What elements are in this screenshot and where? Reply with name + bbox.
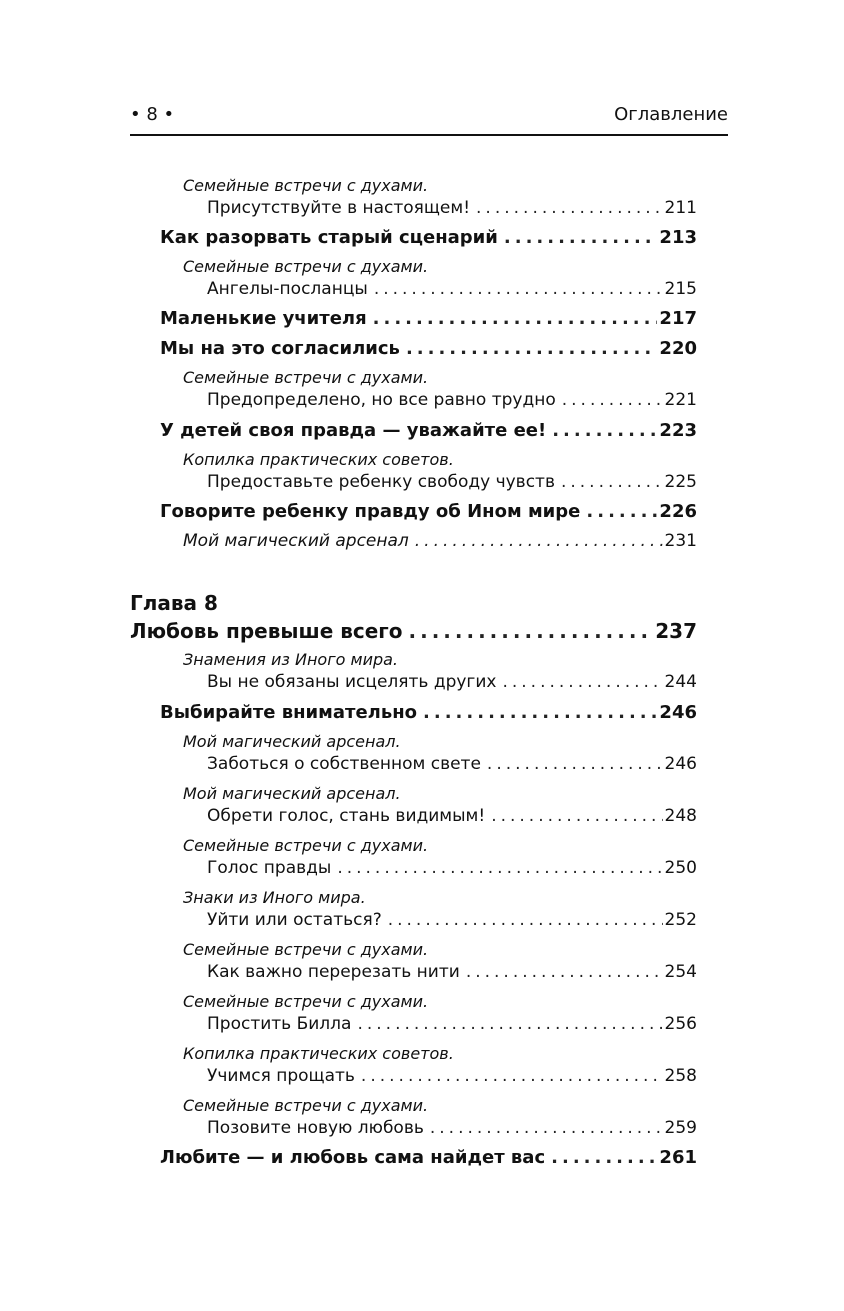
header-rule (130, 134, 728, 136)
toc-entry-title: У детей своя правда — уважайте ее! (160, 420, 547, 441)
dot-leader (552, 420, 657, 441)
toc-entry-title: Как важно перерезать нити (207, 962, 460, 982)
toc-entry[interactable] (207, 754, 697, 774)
toc-entry[interactable] (207, 858, 697, 878)
toc-category-label: Копилка практических советов. (183, 1044, 454, 1063)
toc-entry[interactable] (207, 198, 697, 218)
dot-leader (502, 672, 662, 692)
dot-leader (551, 1147, 657, 1168)
toc-category-label: Копилка практических советов. (183, 450, 454, 469)
toc-category-label: Знамения из Иного мира. (183, 650, 399, 669)
toc-entry[interactable] (207, 962, 697, 982)
toc-page-number: 226 (659, 501, 697, 522)
toc-entry[interactable] (183, 531, 697, 551)
toc-entry-title: Присутствуйте в настоящем! (207, 198, 471, 218)
toc-entry-title: Уйти или остаться? (207, 910, 382, 930)
toc-entry-title: Учимся прощать (207, 1066, 355, 1086)
dot-leader (504, 227, 658, 248)
toc-entry-title: Позовите новую любовь (207, 1118, 424, 1138)
toc-page-number: 259 (664, 1118, 697, 1138)
dot-leader (491, 806, 662, 826)
toc-page-number: 244 (664, 672, 697, 692)
toc-entry[interactable] (207, 1118, 697, 1138)
toc-category-label: Семейные встречи с духами. (183, 368, 429, 387)
toc-category-label: Знаки из Иного мира. (183, 888, 366, 907)
dot-leader (374, 279, 663, 299)
toc-entry-title: Любите — и любовь сама найдет вас (160, 1147, 546, 1168)
toc-entry-title: Выбирайте внимательно (160, 702, 418, 723)
toc-section-entry[interactable] (160, 702, 697, 723)
toc-page-number: 252 (664, 910, 697, 930)
dot-leader (423, 702, 657, 723)
toc-entry-title: Говорите ребенку правду об Ином мире (160, 501, 581, 522)
toc-category-label: Мой магический арсенал. (183, 784, 401, 803)
toc-entry[interactable] (207, 806, 697, 826)
toc-page-number: 237 (655, 619, 697, 643)
dot-leader (361, 1066, 663, 1086)
toc-page-number: 248 (664, 806, 697, 826)
toc-entry-title: Простить Билла (207, 1014, 352, 1034)
toc-entry[interactable] (207, 1014, 697, 1034)
toc-page-number: 256 (664, 1014, 697, 1034)
toc-page-number: 231 (664, 531, 697, 551)
dot-leader (409, 619, 654, 643)
toc-page-number: 246 (659, 702, 697, 723)
toc-entry[interactable] (207, 472, 697, 492)
toc-page-number: 213 (659, 227, 697, 248)
toc-category-label: Семейные встречи с духами. (183, 940, 429, 959)
toc-entry-title: Предопределено, но все равно трудно (207, 390, 556, 410)
toc-entry-title: Голос правды (207, 858, 332, 878)
running-header (130, 104, 728, 130)
dot-leader (337, 858, 662, 878)
toc-entry[interactable] (207, 1066, 697, 1086)
toc-entry[interactable] (207, 390, 697, 410)
toc-entry-title: Мой магический арсенал (183, 531, 409, 551)
toc-section-entry[interactable] (130, 619, 697, 643)
toc-page-number: 223 (659, 420, 697, 441)
toc-entry-title: Любовь превыше всего (130, 619, 403, 643)
toc-page-number: 225 (664, 472, 697, 492)
dot-leader (415, 531, 663, 551)
dot-leader (406, 338, 657, 359)
dot-leader (388, 910, 663, 930)
toc-entry[interactable] (207, 279, 697, 299)
page-number: • 8 • (130, 104, 175, 125)
toc-entry-title: Как разорвать старый сценарий (160, 227, 498, 248)
toc-section-entry[interactable] (160, 420, 697, 441)
toc-section-entry[interactable] (160, 227, 697, 248)
toc-category-label: Семейные встречи с духами. (183, 176, 429, 195)
dot-leader (476, 198, 663, 218)
toc-category-label: Семейные встречи с духами. (183, 836, 429, 855)
toc-section-entry[interactable] (160, 501, 697, 522)
toc-page-number: 246 (664, 754, 697, 774)
toc-page-number: 215 (664, 279, 697, 299)
section-title: Оглавление (614, 104, 728, 125)
dot-leader (430, 1118, 663, 1138)
toc-page-number: 221 (664, 390, 697, 410)
toc-entry-title: Ангелы-посланцы (207, 279, 368, 299)
toc-section-entry[interactable] (160, 308, 697, 329)
toc-page-number: 211 (664, 198, 697, 218)
toc-page-number: 250 (664, 858, 697, 878)
toc-entry-title: Заботься о собственном свете (207, 754, 481, 774)
toc-page-number: 258 (664, 1066, 697, 1086)
toc-category-label: Семейные встречи с духами. (183, 1096, 429, 1115)
dot-leader (373, 308, 658, 329)
dot-leader (586, 501, 657, 522)
toc-section-entry[interactable] (160, 338, 697, 359)
toc-entry[interactable] (207, 910, 697, 930)
chapter-label: Глава 8 (130, 591, 218, 615)
toc-entry-title: Мы на это согласились (160, 338, 400, 359)
toc-page-number: 254 (664, 962, 697, 982)
toc-section-entry[interactable] (160, 1147, 697, 1168)
dot-leader (466, 962, 663, 982)
dot-leader (487, 754, 663, 774)
dot-leader (561, 472, 663, 492)
toc-entry-title: Вы не обязаны исцелять других (207, 672, 497, 692)
toc-page-number: 261 (659, 1147, 697, 1168)
toc-category-label: Семейные встречи с духами. (183, 992, 429, 1011)
toc-entry-title: Обрети голос, стань видимым! (207, 806, 486, 826)
toc-category-label: Мой магический арсенал. (183, 732, 401, 751)
toc-page-number: 220 (659, 338, 697, 359)
toc-category-label: Семейные встречи с духами. (183, 257, 429, 276)
dot-leader (357, 1014, 662, 1034)
toc-entry[interactable] (207, 672, 697, 692)
toc-entry-title: Маленькие учителя (160, 308, 367, 329)
toc-entry-title: Предоставьте ребенку свободу чувств (207, 472, 555, 492)
dot-leader (562, 390, 663, 410)
toc-page-number: 217 (659, 308, 697, 329)
